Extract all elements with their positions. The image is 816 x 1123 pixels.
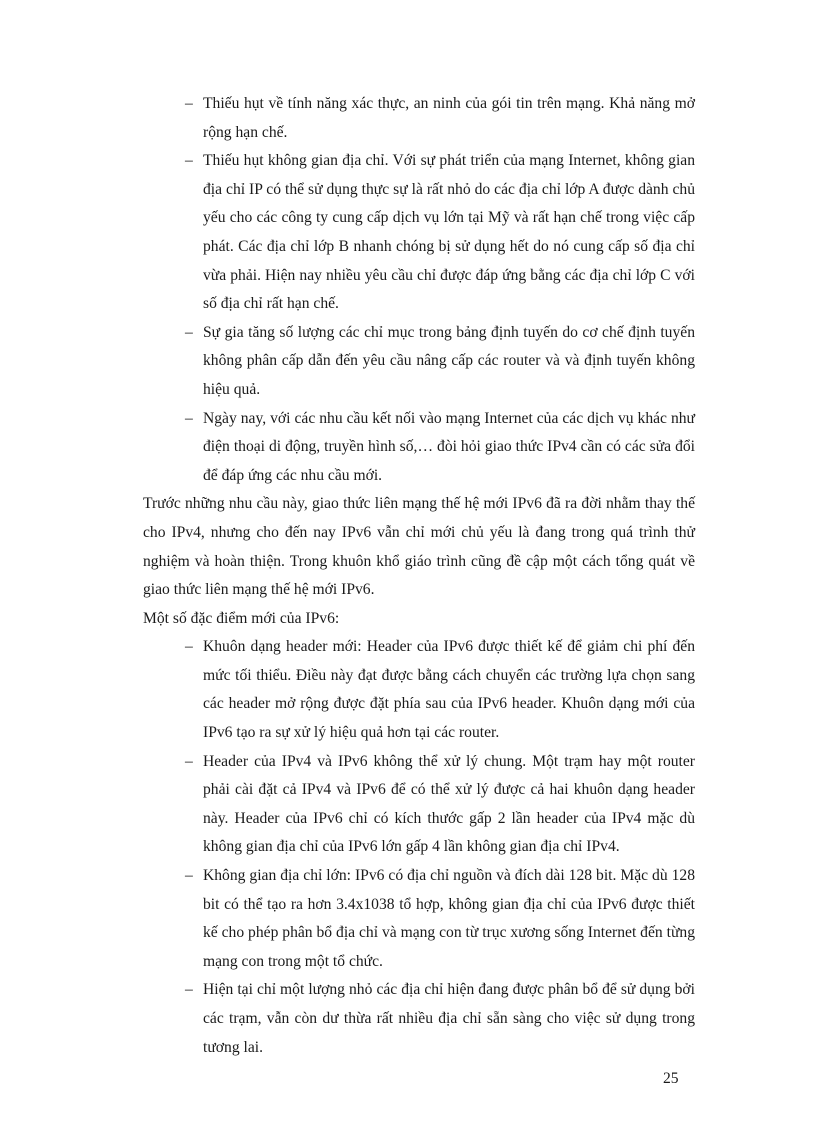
dash-bullet: – [185, 638, 193, 656]
list-item-text: Không gian địa chỉ lớn: IPv6 có địa chỉ nguồn và đích dài 128 bit. Mặc dù 128 bit có thể tạo ra hơn 3.4x1038 tổ hợp, không gian địa chỉ của IPv6 được thiết kế cho phép phân bổ địa chỉ và mạng con từ trục xương sống Internet đến từng mạng con trong một tổ chức. [203, 867, 695, 970]
ipv6-intro-paragraph: Trước những nhu cầu này, giao thức liên mạng thế hệ mới IPv6 đã ra đời nhằm thay thế cho IPv4, nhưng cho đến nay IPv6 vẫn chỉ mới chủ yếu là đang trong quá trình thử nghiệm và hoàn thiện. Trong khuôn khổ giáo trình cũng đề cập một cách tổng quát về giao thức liên mạng thế hệ mới IPv6. [143, 495, 695, 599]
list-item-text: Thiếu hụt không gian địa chỉ. Với sự phát triển của mạng Internet, không gian địa chỉ IP có thể sử dụng thực sự là rất nhỏ do các địa chỉ lớp A được dành chủ yếu cho các công ty cung cấp dịch vụ lớn tại Mỹ và rất hạn chế trong việc cấp phát. Các địa chỉ lớp B nhanh chóng bị sử dụng hết do nó cung cấp số địa chỉ vừa phải. Hiện nay nhiều yêu cầu chỉ được đáp ứng bằng các địa chỉ lớp C với số địa chỉ rất hạn chế. [203, 152, 695, 313]
list-item-text: Khuôn dạng header mới: Header của IPv6 được thiết kế để giảm chi phí đến mức tối thiểu. Điều này đạt được bằng cách chuyển các trường lựa chọn sang các header mở rộng được đặt phía sau của IPv6 header. Khuôn dạng mới của IPv6 tạo ra sự xử lý hiệu quả hơn tại các router. [203, 638, 695, 742]
list-item [143, 862, 695, 976]
list-item [143, 405, 695, 491]
list-item [143, 90, 695, 147]
dash-bullet: – [185, 867, 193, 885]
limitations-list [143, 90, 695, 490]
dash-bullet: – [185, 981, 193, 999]
list-item-text: Sự gia tăng số lượng các chỉ mục trong bảng định tuyến do cơ chế định tuyến không phân cấp dẫn đến yêu cầu nâng cấp các router và và định tuyến không hiệu quả. [203, 323, 695, 398]
list-item [143, 633, 695, 747]
dash-bullet: – [185, 409, 193, 427]
ipv6-features-list [143, 633, 695, 1062]
list-item [143, 976, 695, 1062]
list-item-text: Header của IPv4 và IPv6 không thể xử lý chung. Một trạm hay một router phải cài đặt cả IPv4 và IPv6 để có thể xử lý được cả hai khuôn dạng header này. Header của IPv6 chỉ có kích thước gấp 2 lần header của IPv4 mặc dù không gian địa chỉ của IPv6 lớn gấp 4 lần không gian địa chỉ IPv4. [203, 752, 695, 856]
page-content [143, 90, 695, 1062]
list-item-text: Thiếu hụt về tính năng xác thực, an ninh của gói tin trên mạng. Khả năng mở rộng hạn chế. [203, 95, 695, 141]
dash-bullet: – [185, 152, 193, 170]
list-item [143, 748, 695, 862]
list-item-text: Ngày nay, với các nhu cầu kết nối vào mạng Internet của các dịch vụ khác như điện thoại di động, truyền hình số,… đòi hỏi giao thức IPv4 cần có các sửa đổi để đáp ứng các nhu cầu mới. [203, 409, 695, 484]
page-number: 25 [663, 1070, 679, 1087]
dash-bullet: – [185, 323, 193, 341]
ipv6-features-heading: Một số đặc điểm mới của IPv6: [143, 609, 340, 627]
list-item-text: Hiện tại chỉ một lượng nhỏ các địa chỉ hiện đang được phân bổ để sử dụng bởi các trạm, vẫn còn dư thừa rất nhiều địa chỉ sẵn sàng cho việc sử dụng trong tương lai. [203, 981, 695, 1056]
list-item [143, 319, 695, 405]
dash-bullet: – [185, 95, 193, 112]
dash-bullet: – [185, 752, 193, 770]
list-item [143, 147, 695, 319]
